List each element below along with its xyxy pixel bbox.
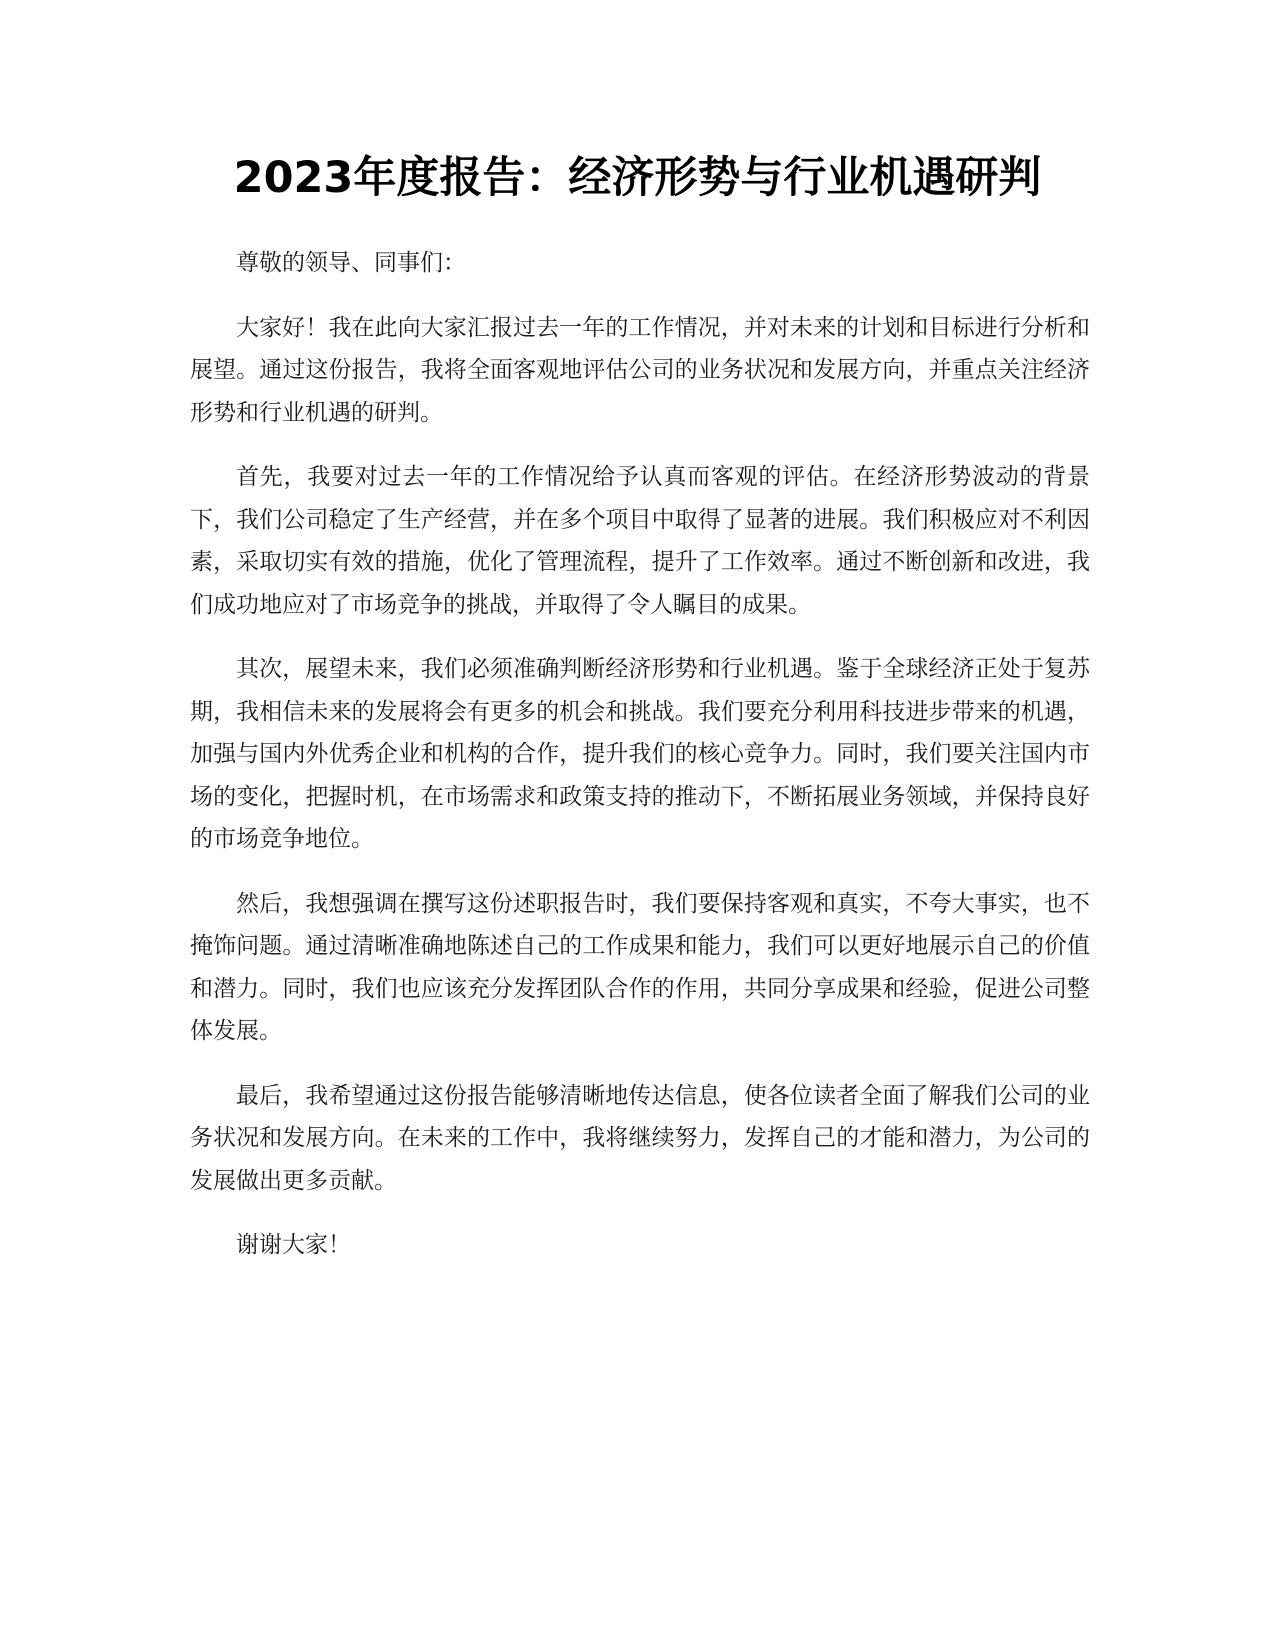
- greeting-paragraph: 尊敬的领导、同事们：: [236, 250, 466, 276]
- body-paragraph: 其次，展望未来，我们必须准确判断经济形势和行业机遇。鉴于全球经济正处于复苏期，我相信未来的发展将会有更多的机会和挑战。我们要充分利用科技进步带来的机遇，加强与国内外优秀企业和机构的合作，提升我们的核心竞争力。同时，我们要关注国内市场的变化，把握时机，在市场需求和政策支持的推动下，不断拓展业务领域，并保持良好的市场竞争地位。: [190, 656, 1090, 852]
- body-paragraph: 首先，我要对过去一年的工作情况给予认真而客观的评估。在经济形势波动的背景下，我们公司稳定了生产经营，并在多个项目中取得了显著的进展。我们积极应对不利因素，采取切实有效的措施，优化了管理流程，提升了工作效率。通过不断创新和改进，我们成功地应对了市场竞争的挑战，并取得了令人瞩目的成果。: [190, 464, 1090, 618]
- document-body: [190, 242, 1090, 1289]
- body-paragraph: 然后，我想强调在撰写这份述职报告时，我们要保持客观和真实，不夸大事实，也不掩饰问题。通过清晰准确地陈述自己的工作成果和能力，我们可以更好地展示自己的价值和潜力。同时，我们也应该充分发挥团队合作的作用，共同分享成果和经验，促进公司整体发展。: [190, 890, 1090, 1044]
- body-paragraph: 大家好！我在此向大家汇报过去一年的工作情况，并对未来的计划和目标进行分析和展望。通过这份报告，我将全面客观地评估公司的业务状况和发展方向，并重点关注经济形势和行业机遇的研判。: [190, 314, 1090, 426]
- document-title: 2023年度报告：经济形势与行业机遇研判: [233, 153, 1042, 203]
- closing-paragraph: 谢谢大家！: [236, 1232, 351, 1258]
- body-paragraph: 最后，我希望通过这份报告能够清晰地传达信息，使各位读者全面了解我们公司的业务状况和发展方向。在未来的工作中，我将继续努力，发挥自己的才能和潜力，为公司的发展做出更多贡献。: [190, 1082, 1090, 1194]
